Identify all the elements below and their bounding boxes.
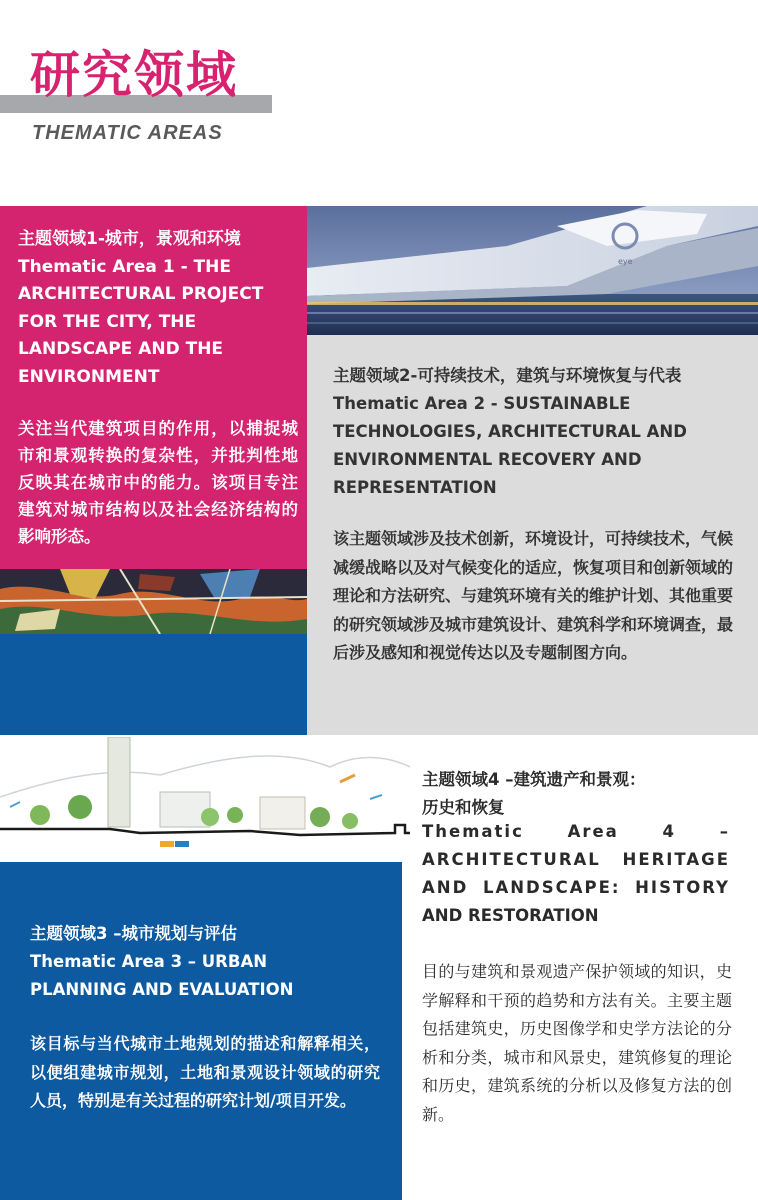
thematic-area-3-title	[30, 920, 390, 1004]
ta4-title-en-line: AND RESTORATION	[422, 906, 599, 925]
urban-section-drawing	[0, 737, 410, 862]
ta2-title-en-line: ENVIRONMENTAL RECOVERY AND	[333, 450, 642, 469]
ta3-title-en-line: Thematic Area 3 – URBAN	[30, 952, 268, 971]
ta2-title-en-line: REPRESENTATION	[333, 478, 497, 497]
building-photo	[307, 206, 758, 335]
ta1-title-en-line: ARCHITECTURAL PROJECT	[18, 284, 264, 304]
page-subtitle: THEMATIC AREAS	[32, 122, 223, 144]
page-title: 研究领域	[30, 46, 238, 104]
ta4-title-cn-line: 历史和恢复	[422, 797, 505, 817]
thematic-area-4-title-cn	[422, 766, 732, 821]
ta1-title-cn: 主题领域1-城市，景观和环境	[18, 229, 241, 249]
ta3-title-en-line: PLANNING AND EVALUATION	[30, 980, 294, 999]
ta1-title-en-line: Thematic Area 1 - THE	[18, 256, 231, 277]
building-sign-text: eye	[618, 257, 633, 266]
ta4-title-en-line: AND LANDSCAPE: HISTORY	[422, 878, 730, 897]
thematic-area-2-title	[333, 362, 745, 502]
ta2-title-en-line: Thematic Area 2 - SUSTAINABLE	[333, 394, 631, 413]
ta2-title-en-line: TECHNOLOGIES, ARCHITECTURAL AND	[333, 422, 687, 441]
thematic-area-2-body: 该主题领域涉及技术创新，环境设计，可持续技术，气候减缓战略以及对气候变化的适应，恢复项目和创新领域的理论和方法研究、与建筑环境有关的维护计划、其他重要的研究领域涉及城市建筑设计、建筑科学和环境调查，最后涉及感知和视觉传达以及专题制图方向。	[333, 529, 734, 662]
ta1-title-en-line: LANDSCAPE AND THE	[18, 339, 224, 359]
thematic-area-3-body: 该目标与当代城市土地规划的描述和解释相关，以便组建城市规划，土地和景观设计领域的研究人员，特别是有关过程的研究计划/项目开发。	[30, 1034, 380, 1110]
ta3-title-cn: 主题领域3 –城市规划与评估	[30, 924, 237, 943]
ta4-title-cn-line: 主题领域4 –建筑遗产和景观：	[422, 770, 646, 789]
thematic-area-1-body: 关注当代建筑项目的作用，以捕捉城市和景观转换的复杂性，并批判性地反映其在城市中的能力。该项目专注建筑对城市结构以及社会经济结构的影响形态。	[18, 419, 298, 546]
urban-map-image	[0, 569, 307, 634]
thematic-area-4-title-en	[422, 818, 730, 930]
thematic-area-4-body: 目的与建筑和景观遗产保护领域的知识，史学解释和干预的趋势和方法有关。主要主题包括建筑史，历史图像学和史学方法论的分析和分类，城市和风景史，建筑修复的理论和历史，建筑系统的分析以及修复方法的创新。	[422, 962, 732, 1124]
ta1-title-en-line: ENVIRONMENT	[18, 366, 160, 387]
blue-panel-left	[0, 634, 307, 735]
ta2-title-cn: 主题领域2-可持续技术，建筑与环境恢复与代表	[333, 366, 682, 385]
thematic-area-1-title	[18, 226, 298, 391]
ta1-title-en-line: FOR THE CITY, THE	[18, 311, 197, 332]
ta4-title-en-line: ARCHITECTURAL HERITAGE	[422, 850, 730, 869]
ta4-title-en-line: Thematic Area 4 –	[422, 822, 730, 841]
